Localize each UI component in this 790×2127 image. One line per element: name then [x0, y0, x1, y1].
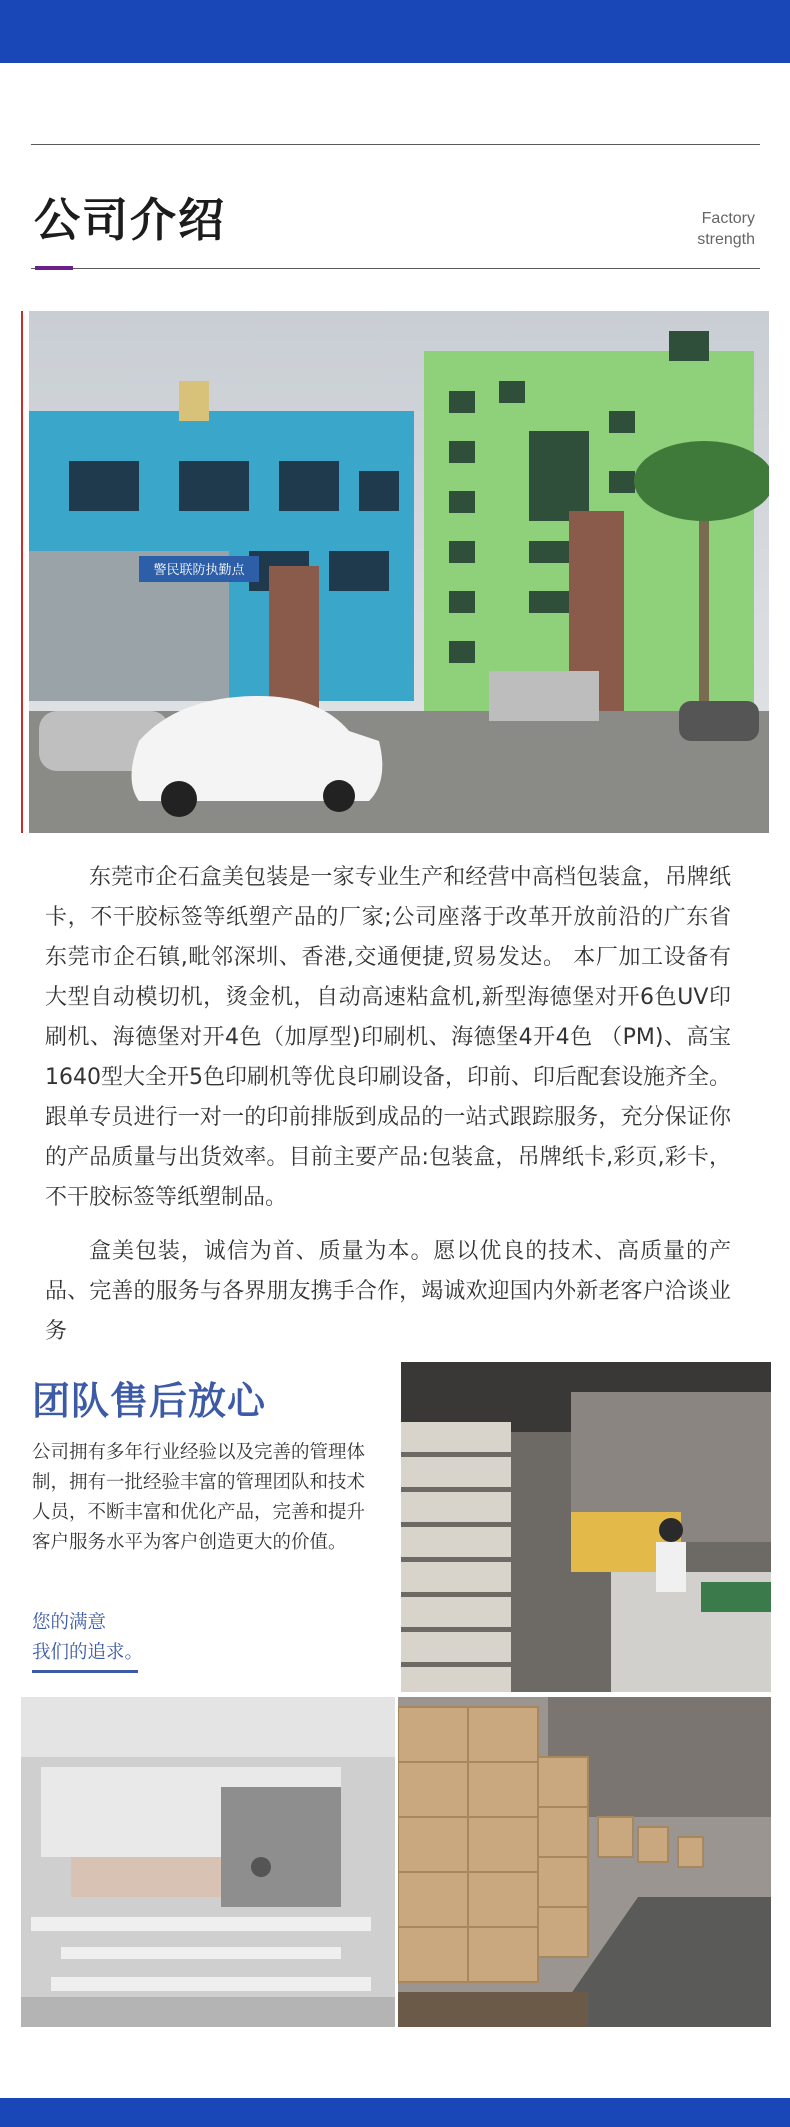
intro-paragraph-2: 盒美包装，诚信为首、质量为本。愿以优良的技术、高质量的产品、完善的服务与各界朋友携手合作，竭诚欢迎国内外新老客户洽谈业务	[45, 1239, 731, 1344]
team-slogan-line-1: 您的满意	[32, 1612, 107, 1633]
header-accent-mark	[35, 266, 73, 270]
factory-photo	[29, 311, 769, 833]
subtitle-line-1: Factory	[701, 210, 755, 227]
team-slogan-line-2: 我们的追求。	[32, 1642, 144, 1663]
team-slogan-underline	[32, 1670, 138, 1673]
header-bottom-rule	[31, 268, 760, 269]
warehouse-photo	[398, 1697, 771, 2027]
workshop-photo	[401, 1362, 771, 1692]
top-banner-bar	[0, 0, 790, 63]
page-title: 公司介绍	[34, 193, 226, 247]
team-slogan	[32, 1608, 143, 1668]
header-top-rule	[31, 144, 760, 145]
team-title: 团队售后放心	[32, 1379, 267, 1423]
subtitle-line-2: strength	[697, 231, 755, 248]
page-subtitle	[615, 208, 755, 250]
printing-machine-photo	[21, 1697, 395, 2027]
security-sign-text: 警民联防执勤点	[153, 563, 245, 578]
photo-edge-mark	[21, 311, 23, 833]
bottom-banner-bar	[0, 2098, 790, 2127]
intro-paragraph-1: 东莞市企石盒美包装是一家专业生产和经营中高档包装盒，吊牌纸卡，不干胶标签等纸塑产品的厂家;公司座落于改革开放前沿的广东省东莞市企石镇,毗邻深圳、香港,交通便捷,贸易发达。 本厂加工设备有大型自动模切机，烫金机，自动高速粘盒机,新型海德堡对开6色UV印刷机、海德堡对开4色（加厚型)印刷机、海德堡4开4色 （PM)、高宝1640型大全开5色印刷机等优良印刷设备，印前、印后配套设施齐全。跟单专员进行一对一的印前排版到成品的一站式跟踪服务，充分保证你的产品质量与出货效率。目前主要产品:包装盒，吊牌纸卡,彩页,彩卡，不干胶标签等纸塑制品。	[45, 865, 731, 1210]
team-description: 公司拥有多年行业经验以及完善的管理体制，拥有一批经验丰富的管理团队和技术人员，不断丰富和优化产品，完善和提升客户服务水平为客户创造更大的价值。	[32, 1442, 366, 1553]
